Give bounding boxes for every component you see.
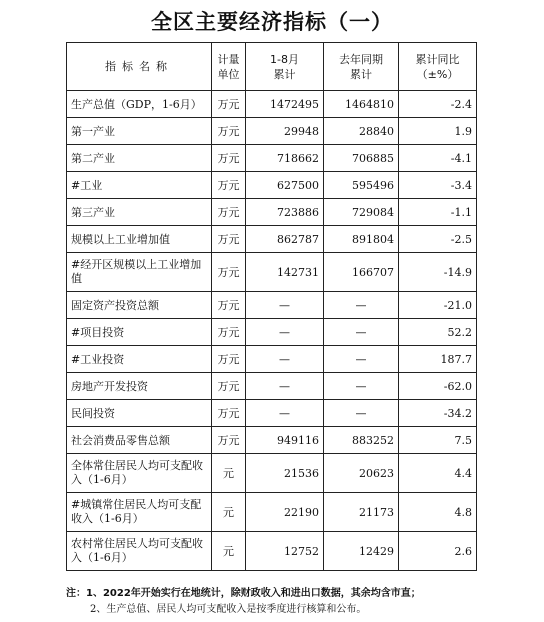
table-row — [67, 346, 477, 373]
row-previous-value: 166707 — [324, 253, 399, 292]
row-current-value: 22190 — [246, 493, 324, 532]
table-row — [67, 145, 477, 172]
row-indicator-name: 民间投资 — [67, 400, 212, 427]
row-current-value: — — [246, 346, 324, 373]
row-growth-rate: 4.4 — [399, 454, 477, 493]
row-growth-rate: -21.0 — [399, 292, 477, 319]
row-growth-rate: -2.4 — [399, 91, 477, 118]
row-previous-value: 706885 — [324, 145, 399, 172]
row-unit: 万元 — [212, 91, 246, 118]
row-growth-rate: -4.1 — [399, 145, 477, 172]
table-row — [67, 454, 477, 493]
footnote-1: 注：1、2022年开始实行在地统计，除财政收入和进出口数据，其余均含市直； — [66, 588, 421, 599]
row-indicator-name: #工业 — [67, 172, 212, 199]
row-current-value: 12752 — [246, 532, 324, 571]
row-unit: 万元 — [212, 292, 246, 319]
row-current-value: — — [246, 292, 324, 319]
row-unit: 万元 — [212, 400, 246, 427]
row-growth-rate: -2.5 — [399, 226, 477, 253]
row-unit: 万元 — [212, 226, 246, 253]
header-growth — [399, 43, 477, 91]
row-growth-rate: -34.2 — [399, 400, 477, 427]
row-previous-value: 28840 — [324, 118, 399, 145]
row-unit: 万元 — [212, 253, 246, 292]
row-current-value: 142731 — [246, 253, 324, 292]
row-indicator-name: 第一产业 — [67, 118, 212, 145]
row-indicator-name: #工业投资 — [67, 346, 212, 373]
header-previous-line1: 去年同期 — [339, 52, 383, 66]
row-unit: 万元 — [212, 427, 246, 454]
row-current-value: 627500 — [246, 172, 324, 199]
row-growth-rate: 7.5 — [399, 427, 477, 454]
table-header-row — [67, 43, 477, 91]
row-current-value: 862787 — [246, 226, 324, 253]
row-indicator-name: 社会消费品零售总额 — [67, 427, 212, 454]
row-previous-value: — — [324, 346, 399, 373]
table-row — [67, 253, 477, 292]
row-current-value: 723886 — [246, 199, 324, 226]
table-row — [67, 118, 477, 145]
row-indicator-name: 第二产业 — [67, 145, 212, 172]
row-current-value: 949116 — [246, 427, 324, 454]
row-growth-rate: 2.6 — [399, 532, 477, 571]
footnote-2: 2、生产总值、居民人均可支配收入是按季度进行核算和公布。 — [90, 604, 367, 615]
table-row — [67, 292, 477, 319]
row-unit: 万元 — [212, 199, 246, 226]
row-growth-rate: -14.9 — [399, 253, 477, 292]
row-indicator-name: 固定资产投资总额 — [67, 292, 212, 319]
row-indicator-name: 第三产业 — [67, 199, 212, 226]
row-growth-rate: -1.1 — [399, 199, 477, 226]
row-unit: 万元 — [212, 346, 246, 373]
row-unit: 万元 — [212, 118, 246, 145]
row-previous-value: — — [324, 400, 399, 427]
table-row — [67, 226, 477, 253]
row-growth-rate: 52.2 — [399, 319, 477, 346]
row-previous-value: 729084 — [324, 199, 399, 226]
row-unit: 万元 — [212, 373, 246, 400]
table-row — [67, 373, 477, 400]
row-previous-value: — — [324, 373, 399, 400]
row-indicator-name: #经开区规模以上工业增加值 — [67, 253, 212, 292]
row-current-value: 1472495 — [246, 91, 324, 118]
header-unit-line2: 单位 — [217, 67, 240, 81]
table-row — [67, 319, 477, 346]
row-previous-value: 891804 — [324, 226, 399, 253]
row-indicator-name: #项目投资 — [67, 319, 212, 346]
table-row — [67, 532, 477, 571]
row-indicator-name: 生产总值（GDP，1-6月） — [67, 91, 212, 118]
row-indicator-name: 全体常住居民人均可支配收入（1-6月） — [67, 454, 212, 493]
row-growth-rate: -3.4 — [399, 172, 477, 199]
row-current-value: — — [246, 400, 324, 427]
header-previous-cumulative — [324, 43, 399, 91]
row-indicator-name: 农村常住居民人均可支配收入（1-6月） — [67, 532, 212, 571]
header-current-line1: 1-8月 — [270, 52, 299, 66]
header-current-line2: 累计 — [273, 67, 296, 81]
row-unit: 元 — [212, 532, 246, 571]
table-row — [67, 427, 477, 454]
row-previous-value: 20623 — [324, 454, 399, 493]
header-unit-line1: 计量 — [217, 52, 240, 66]
row-unit: 万元 — [212, 319, 246, 346]
row-indicator-name: 房地产开发投资 — [67, 373, 212, 400]
row-unit: 元 — [212, 454, 246, 493]
row-growth-rate: 187.7 — [399, 346, 477, 373]
row-unit: 万元 — [212, 145, 246, 172]
row-previous-value: 1464810 — [324, 91, 399, 118]
row-indicator-name: #城镇常住居民人均可支配收入（1-6月） — [67, 493, 212, 532]
table-body — [67, 91, 477, 571]
row-current-value: 29948 — [246, 118, 324, 145]
table-row — [67, 172, 477, 199]
row-previous-value: 595496 — [324, 172, 399, 199]
header-current-cumulative — [246, 43, 324, 91]
header-unit — [212, 43, 246, 91]
page-title: 全区主要经济指标（一） — [151, 10, 393, 34]
row-growth-rate: 1.9 — [399, 118, 477, 145]
row-previous-value: — — [324, 292, 399, 319]
header-growth-line1: 累计同比 — [415, 52, 460, 66]
row-current-value: 718662 — [246, 145, 324, 172]
row-previous-value: 883252 — [324, 427, 399, 454]
footnotes — [66, 586, 536, 618]
row-current-value: 21536 — [246, 454, 324, 493]
row-indicator-name: 规模以上工业增加值 — [67, 226, 212, 253]
row-unit: 万元 — [212, 172, 246, 199]
row-previous-value: 21173 — [324, 493, 399, 532]
table-row — [67, 493, 477, 532]
row-current-value: — — [246, 319, 324, 346]
row-growth-rate: -62.0 — [399, 373, 477, 400]
row-current-value: — — [246, 373, 324, 400]
table-row — [67, 199, 477, 226]
row-unit: 元 — [212, 493, 246, 532]
header-indicator-name: 指标名称 — [67, 43, 212, 91]
header-previous-line2: 累计 — [350, 67, 372, 81]
row-previous-value: — — [324, 319, 399, 346]
row-growth-rate: 4.8 — [399, 493, 477, 532]
table-row — [67, 400, 477, 427]
row-previous-value: 12429 — [324, 532, 399, 571]
header-growth-line2: （±%） — [416, 67, 459, 81]
table-row — [67, 91, 477, 118]
indicator-table — [66, 42, 477, 571]
